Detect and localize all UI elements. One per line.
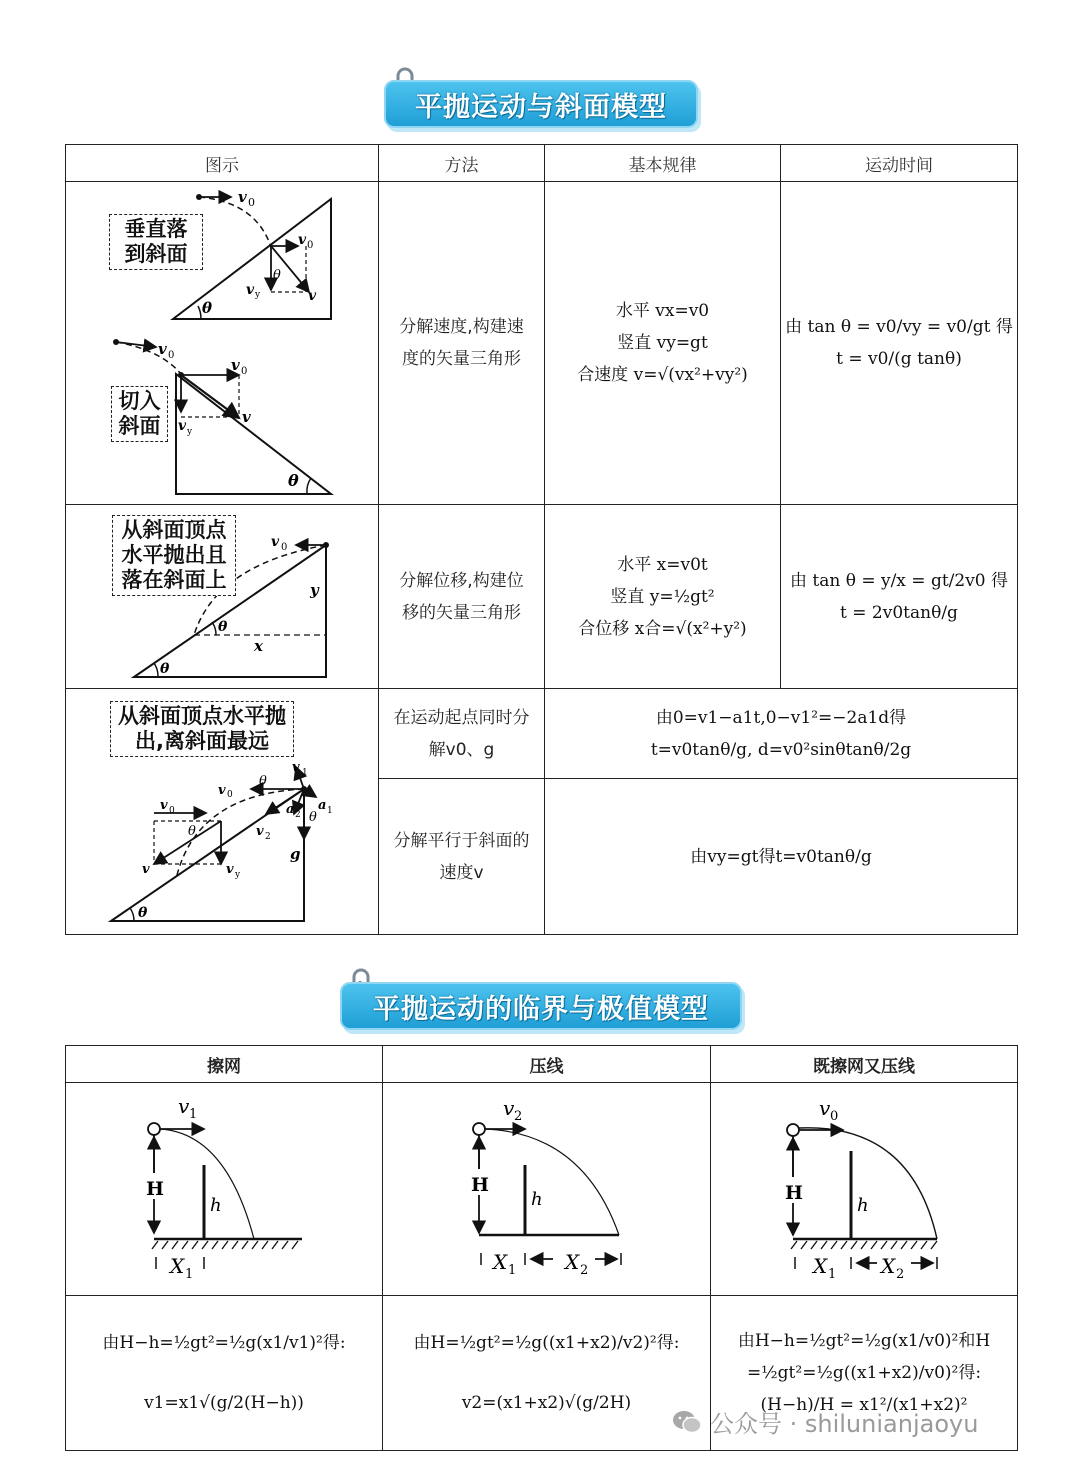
both-diagram: [711, 1083, 1018, 1295]
svg-text:1: 1: [185, 1267, 194, 1282]
svg-text:1: 1: [327, 806, 333, 816]
svg-text:v: v: [218, 783, 226, 798]
both-result: (H−h)/H = x1²/(x1+x2)²: [760, 1395, 968, 1415]
svg-text:2: 2: [514, 1109, 523, 1124]
both-formula-a: 由H−h=½gt²=½g(x1/v0)²和H: [737, 1331, 991, 1351]
svg-text:h: h: [531, 1189, 543, 1210]
row2-time-1: 由 tan θ = y/x = gt/2v0 得: [789, 570, 1009, 591]
both-formula-b: =½gt²=½g((x1+x2)/v0)²得:: [746, 1363, 982, 1383]
svg-text:X: X: [881, 1254, 896, 1278]
svg-text:v: v: [292, 760, 300, 775]
svg-text:H: H: [471, 1174, 489, 1196]
row2-method: [379, 505, 545, 689]
svg-text:2: 2: [265, 832, 271, 842]
svg-text:0: 0: [227, 790, 233, 800]
svg-text:1: 1: [302, 768, 308, 778]
svg-text:y: y: [187, 427, 193, 437]
row2-law: [545, 505, 781, 689]
line-diagram-cell: [383, 1083, 711, 1296]
svg-text:X: X: [565, 1250, 580, 1274]
svg-text:x: x: [254, 637, 263, 655]
net-diagram: [66, 1083, 383, 1295]
wechat-icon: [672, 1409, 702, 1435]
row2-diagram-cell: [66, 505, 379, 689]
section-title-2: [340, 982, 742, 1030]
row1-diagram-cell: [66, 182, 379, 505]
section-title-2-text: 平抛运动的临界与极值模型: [373, 993, 709, 1025]
svg-text:2: 2: [295, 810, 301, 820]
header-diagram: 图示: [66, 145, 379, 182]
svg-text:v: v: [503, 1096, 515, 1120]
svg-text:X: X: [813, 1254, 828, 1278]
label-box-top-throw: 从斜面顶点水平抛出且落在斜面上: [112, 515, 236, 596]
svg-text:θ: θ: [188, 824, 196, 839]
row2-time-2: t = 2v0tanθ/g: [840, 602, 958, 623]
label-box-tangent: 切入斜面: [111, 386, 168, 442]
critical-model-table: [65, 1045, 1018, 1451]
label-box-vertical: 垂直落到斜面: [109, 214, 203, 270]
section-title-1: [384, 80, 698, 128]
svg-text:v: v: [308, 288, 317, 304]
svg-text:H: H: [785, 1182, 803, 1204]
svg-text:v: v: [226, 862, 234, 877]
row1-law-2: 竖直 vy=gt: [617, 333, 708, 353]
line-diagram: [383, 1083, 711, 1295]
svg-text:y: y: [255, 290, 261, 300]
row1-method: [379, 182, 545, 505]
svg-text:h: h: [857, 1195, 869, 1216]
svg-text:X: X: [170, 1254, 185, 1278]
svg-text:v: v: [142, 862, 150, 877]
svg-text:θ: θ: [218, 619, 228, 635]
svg-text:1: 1: [828, 1267, 837, 1282]
svg-text:v: v: [819, 1096, 831, 1120]
svg-text:0: 0: [241, 366, 248, 377]
row3-law-a: [545, 689, 1018, 779]
svg-text:0: 0: [307, 240, 314, 251]
line-result: v2=(x1+x2)√(g/2H): [461, 1393, 632, 1413]
row2-time: [781, 505, 1018, 689]
svg-text:v: v: [178, 1094, 190, 1118]
row2-law-2: 竖直 y=½gt²: [610, 586, 715, 607]
svg-text:y: y: [310, 581, 319, 599]
svg-text:2: 2: [580, 1263, 589, 1278]
svg-text:v: v: [271, 534, 280, 550]
row3-method-b: [379, 779, 545, 935]
row3-law-a2: t=v0tanθ/g, d=v0²sinθtanθ/2g: [650, 739, 912, 760]
svg-text:1: 1: [508, 1263, 517, 1278]
svg-text:0: 0: [248, 196, 255, 209]
row1-method-text: 分解速度,构建速度的矢量三角形: [399, 317, 524, 369]
row3-method-a: [379, 689, 545, 779]
row3-diagram-cell: [66, 689, 379, 935]
svg-text:y: y: [235, 870, 241, 880]
svg-text:θ: θ: [273, 268, 281, 283]
row1-time-1: 由 tan θ = v0/vy = v0/gt 得: [785, 317, 1013, 337]
svg-text:θ: θ: [309, 810, 317, 825]
svg-text:v: v: [158, 340, 167, 358]
row1-law-3: 合速度 v=√(vx²+vy²): [577, 365, 748, 385]
net-result: v1=x1√(g/2(H−h)): [144, 1393, 304, 1413]
svg-text:h: h: [210, 1195, 222, 1216]
header-line: 压线: [383, 1046, 711, 1083]
row2-law-1: 水平 x=v0t: [617, 554, 708, 575]
svg-text:θ: θ: [138, 905, 148, 921]
watermark: [672, 1404, 978, 1439]
row1-time-2: t = v0/(g tanθ): [836, 349, 962, 369]
svg-text:θ: θ: [202, 299, 213, 317]
watermark-text: 公众号 · shilunianjaoyu: [710, 1410, 979, 1438]
svg-text:2: 2: [896, 1267, 905, 1282]
svg-text:v: v: [298, 232, 307, 248]
svg-text:v: v: [178, 418, 187, 434]
svg-text:θ: θ: [259, 774, 267, 789]
row1-law: [545, 182, 781, 505]
svg-text:θ: θ: [288, 471, 299, 490]
net-formula-cell: [66, 1296, 383, 1451]
row3-method-a-text: 在运动起点同时分解v0、g: [393, 707, 530, 760]
svg-text:a: a: [318, 798, 327, 813]
svg-text:θ: θ: [160, 661, 170, 677]
header-net: 擦网: [66, 1046, 383, 1083]
header-time: 运动时间: [781, 145, 1018, 182]
svg-text:0: 0: [281, 542, 288, 553]
svg-text:X: X: [493, 1250, 508, 1274]
line-formula-cell: [383, 1296, 711, 1451]
line-formula: 由H=½gt²=½g((x1+x2)/v2)²得:: [413, 1333, 680, 1353]
both-diagram-cell: [711, 1083, 1018, 1296]
svg-text:v: v: [242, 408, 251, 426]
row3-law-a1: 由0=v1−a1t,0−v1²=−2a1d得: [655, 707, 907, 728]
net-diagram-cell: [66, 1083, 383, 1296]
row3-law-b-text: 由vy=gt得t=v0tanθ/g: [690, 846, 872, 867]
svg-text:g: g: [290, 845, 301, 863]
svg-text:v: v: [160, 798, 168, 813]
svg-text:0: 0: [168, 350, 175, 361]
header-law: 基本规律: [545, 145, 781, 182]
svg-text:1: 1: [189, 1107, 198, 1122]
row2-law-3: 合位移 x合=√(x²+y²): [578, 618, 747, 639]
row3-method-b-text: 分解平行于斜面的速度v: [393, 830, 530, 883]
svg-text:H: H: [146, 1178, 164, 1200]
section-title-1-text: 平抛运动与斜面模型: [415, 91, 667, 123]
row1-time: [781, 182, 1018, 505]
header-method: 方法: [379, 145, 545, 182]
svg-text:v: v: [256, 824, 264, 839]
header-both: 既擦网又压线: [711, 1046, 1018, 1083]
label-box-farthest: 从斜面顶点水平抛出,离斜面最远: [110, 701, 294, 757]
row2-method-text: 分解位移,构建位移的矢量三角形: [399, 570, 524, 623]
incline-model-table: [65, 144, 1018, 935]
svg-text:v: v: [238, 188, 247, 206]
row3-law-b: [545, 779, 1018, 935]
svg-text:v: v: [246, 282, 255, 298]
row1-law-1: 水平 vx=v0: [615, 301, 710, 321]
svg-text:v: v: [231, 356, 240, 374]
net-formula: 由H−h=½gt²=½g(x1/v1)²得:: [102, 1333, 346, 1353]
svg-text:a: a: [286, 802, 295, 817]
svg-text:0: 0: [169, 806, 175, 816]
svg-text:0: 0: [830, 1109, 839, 1124]
